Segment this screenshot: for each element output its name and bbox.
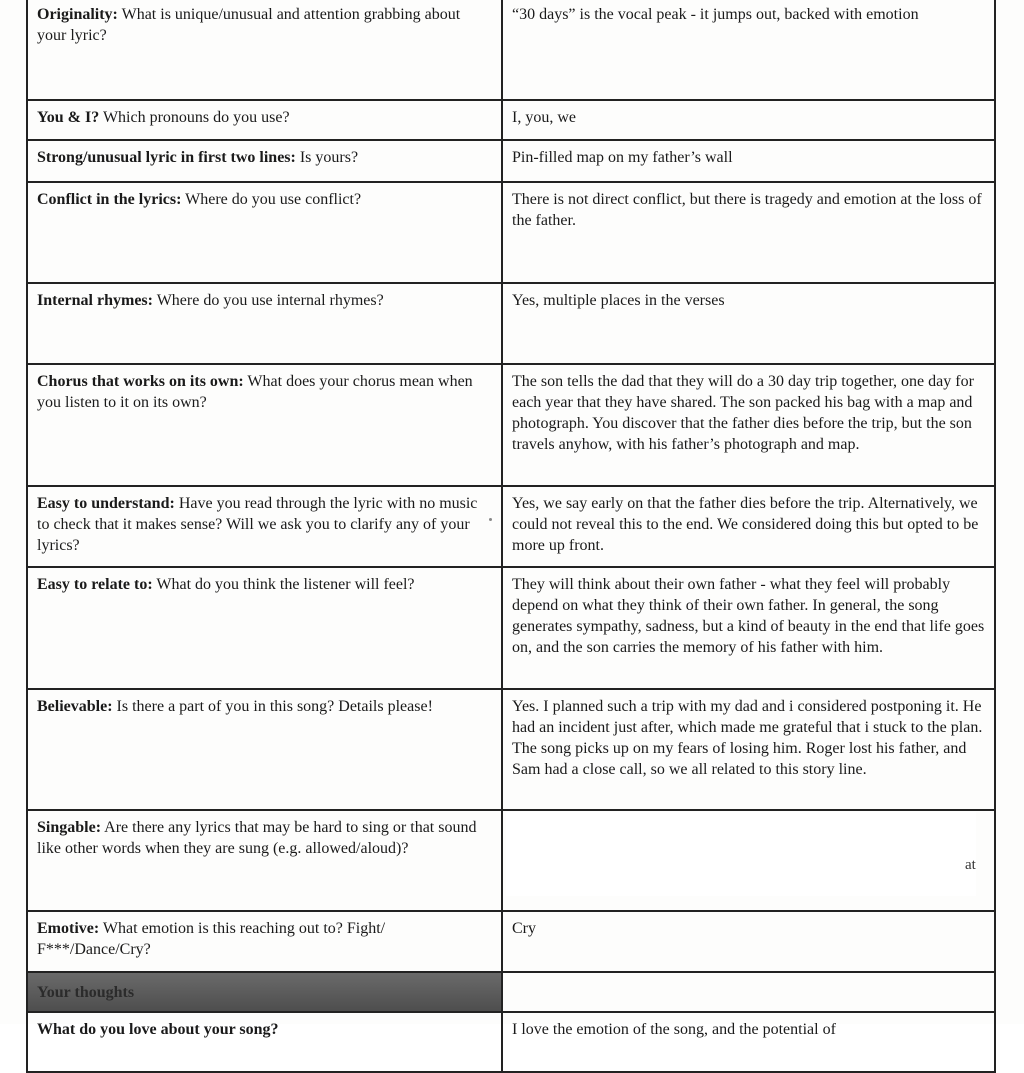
section-title: Your thoughts [27,972,502,1012]
question-cell [27,140,502,182]
criterion-label: Easy to relate to: [37,576,153,593]
criterion-label: Emotive: [37,920,100,937]
table-row [27,100,995,140]
table-row [27,486,995,567]
question-cell [27,364,502,486]
table-row [27,182,995,283]
question-cell [27,567,502,689]
answer-cell: Yes. I planned such a trip with my dad and i considered postponing it. He had an incident just after, which made me grateful that i stuck to the plan. The song picks up on my fears of losing him. Roger lost his father, and Sam had a close call, so we all related to this story line. [502,689,995,810]
question-cell [27,0,502,100]
criterion-question: Is there a part of you in this song? Details please! [112,698,433,715]
criterion-label: Believable: [37,698,113,715]
answer-cell: “30 days” is the vocal peak - it jumps out, backed with emotion [502,0,995,100]
question-cell [27,689,502,810]
table-row [27,689,995,810]
answer-cell: Pin-filled map on my father’s wall [502,140,995,182]
question-cell [27,1012,502,1072]
section-empty-cell [502,972,995,1012]
answer-cell: Yes, we say early on that the father dies before the trip. Alternatively, we could not reveal this to the end. We considered doing this but opted to be more up front. [502,486,995,567]
question-cell [27,486,502,567]
table-row [27,567,995,689]
criterion-label: Originality: [37,6,118,23]
criterion-label: What do you love about your song? [37,1021,279,1038]
question-cell [27,283,502,364]
question-cell [27,911,502,972]
criterion-label: Strong/unusual lyric in first two lines: [37,149,296,166]
criterion-question: Which pronouns do you use? [99,109,290,126]
answer-cell: I, you, we [502,100,995,140]
scan-speck [489,518,492,521]
answer-cell: There is not direct conflict, but there is tragedy and emotion at the loss of the father. [502,182,995,283]
table-row [27,364,995,486]
answer-cell: Yes, multiple places in the verses [502,283,995,364]
criterion-question: Is yours? [295,149,359,166]
criterion-question: Where do you use conflict? [181,191,362,208]
stray-text: at [965,857,976,873]
question-cell [27,810,502,911]
criterion-question: Where do you use internal rhymes? [152,292,384,309]
criterion-label: Chorus that works on its own: [37,373,244,390]
table-row [27,0,995,100]
criterion-label: Easy to understand: [37,495,175,512]
section-header-row [27,972,995,1012]
criterion-question: Have you read through the lyric with no music to check that it makes sense? Will we ask you to clarify any of your lyrics? [37,495,478,554]
criterion-label: Singable: [37,819,102,836]
table-row [27,283,995,364]
criterion-question: What do you think the listener will feel? [152,576,415,593]
question-cell [27,100,502,140]
criterion-label: You & I? [37,109,100,126]
table-row [27,1012,995,1072]
criterion-question: Are there any lyrics that may be hard to sing or that sound like other words when they are sung (e.g. allowed/aloud)? [37,819,477,857]
table-row [27,911,995,972]
answer-cell: Cry [502,911,995,972]
criterion-question: What does your chorus mean when you listen to it on its own? [37,373,473,411]
redacted-area [506,812,976,896]
answer-cell: I love the emotion of the song, and the potential of [502,1012,995,1072]
criterion-question: What emotion is this reaching out to? Fight/ F***/Dance/Cry? [37,920,386,958]
answer-cell: They will think about their own father - what they feel will probably depend on what they think of their own father. In general, the song generates sympathy, sadness, but a kind of beauty in the end that life goes on, and the son carries the memory of his father with him. [502,567,995,689]
criterion-label: Internal rhymes: [37,292,153,309]
question-cell [27,182,502,283]
answer-cell: The son tells the dad that they will do a 30 day trip together, one day for each year that they have shared. The son packed his bag with a map and photograph. You discover that the father dies before the trip, but the son travels anyhow, with his father’s photograph and map. [502,364,995,486]
criterion-question: What is unique/unusual and attention grabbing about your lyric? [37,6,461,44]
criterion-label: Conflict in the lyrics: [37,191,182,208]
table-row [27,140,995,182]
lyric-checklist-table [26,0,996,1073]
